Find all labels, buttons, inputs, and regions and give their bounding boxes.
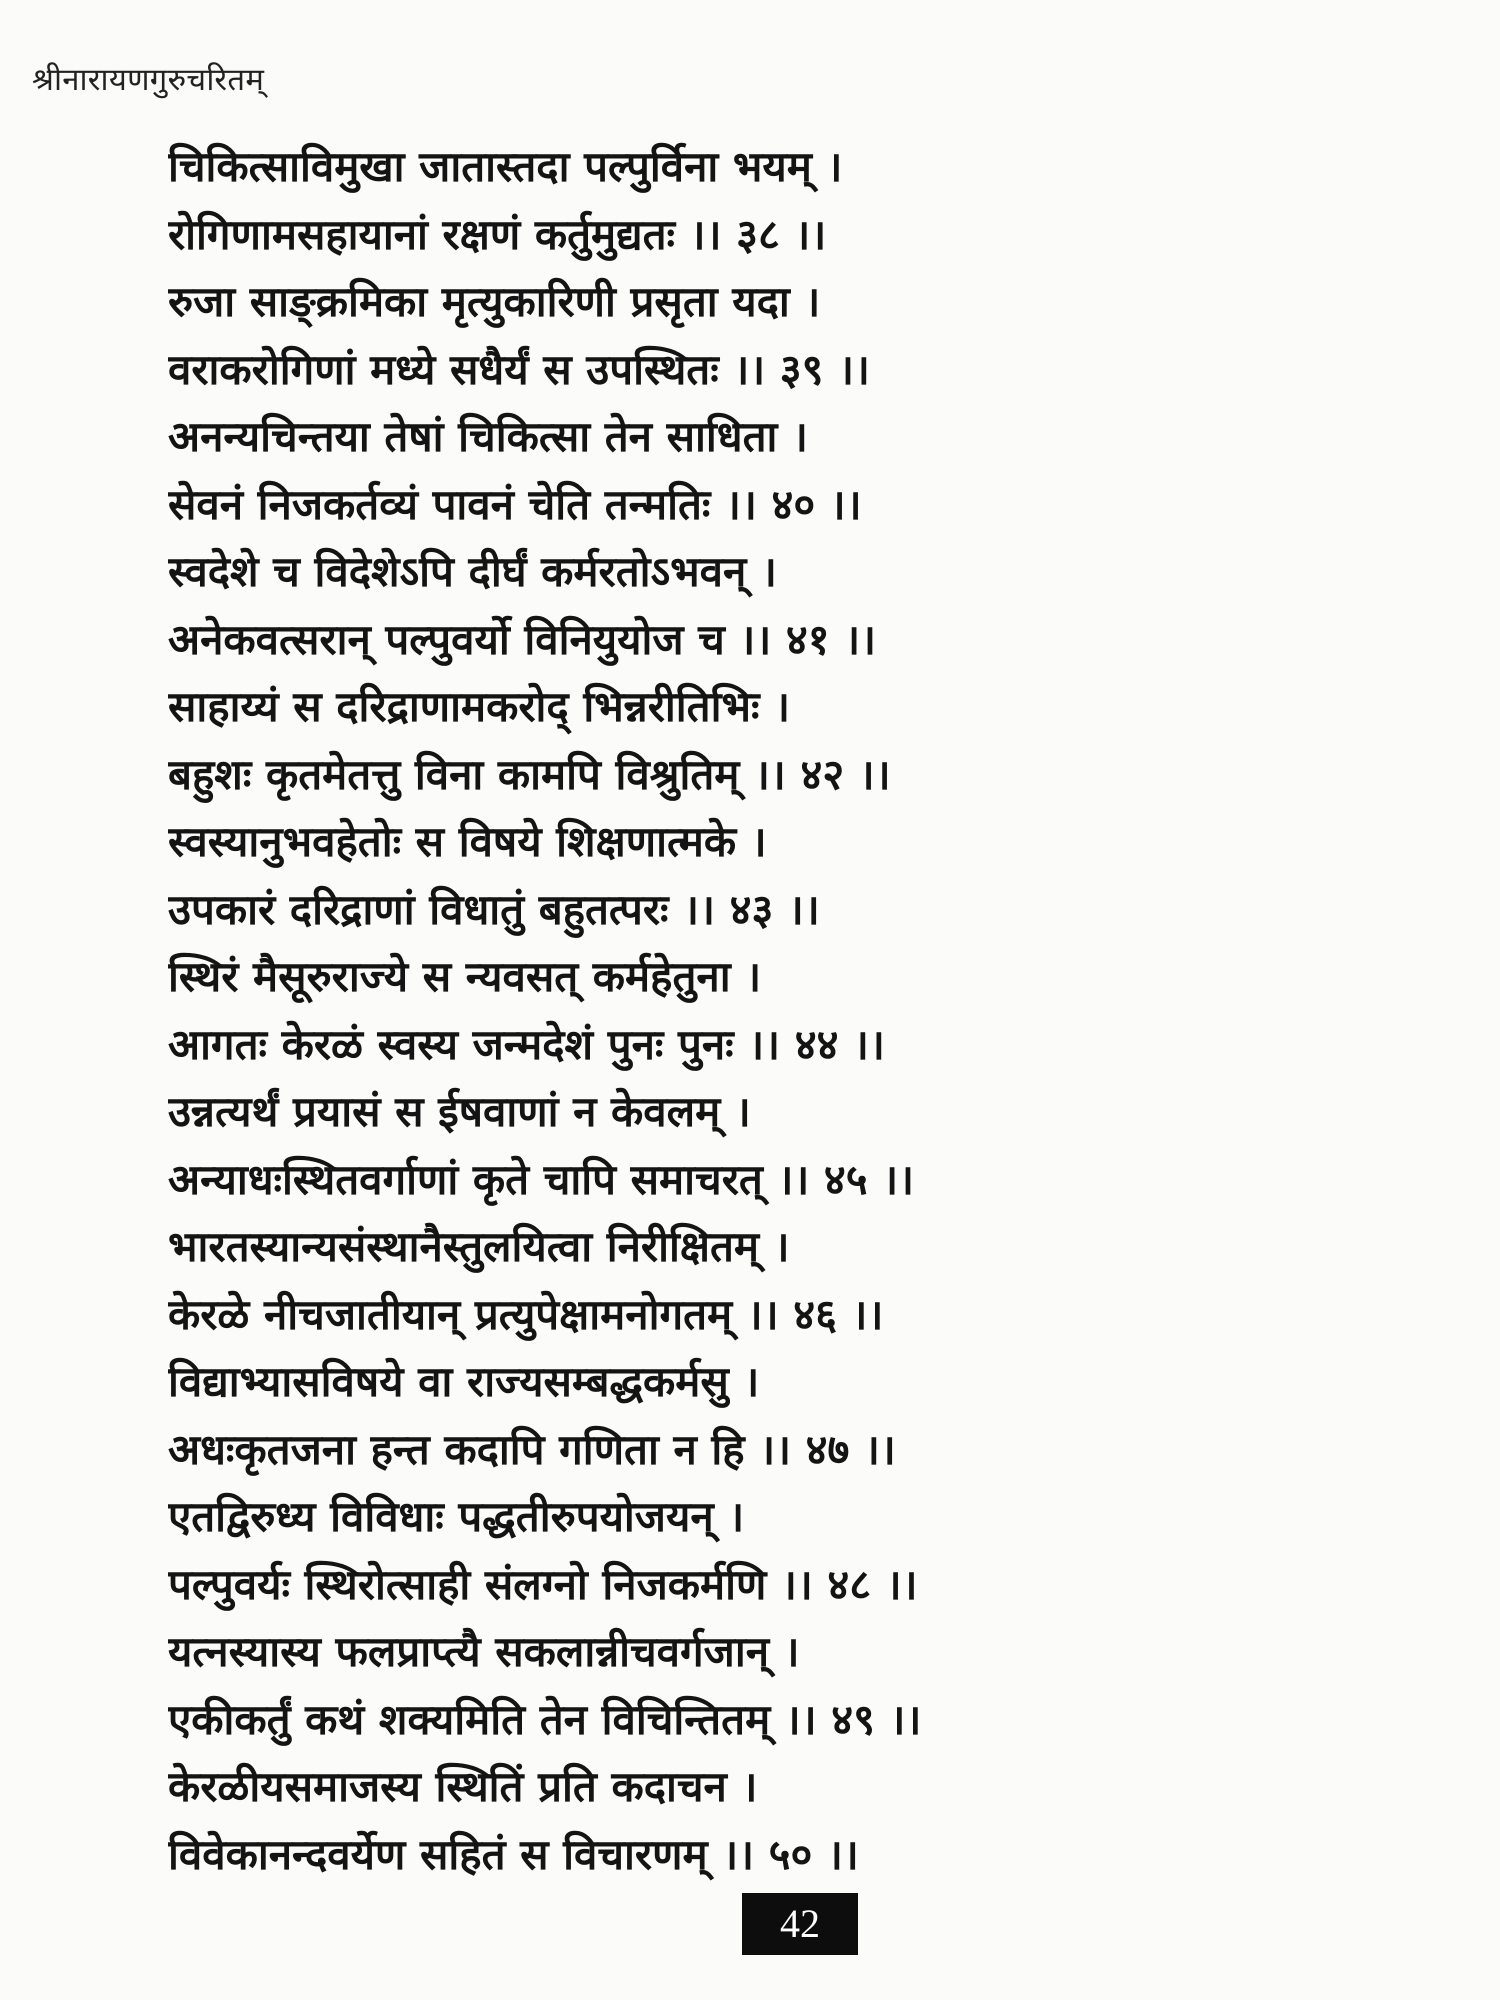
verse-line: चिकित्साविमुखा जातास्तदा पल्पुर्विना भयम् । xyxy=(168,142,843,191)
verse-line: साहाय्यं स दरिद्राणामकरोद् भिन्नरीतिभिः । xyxy=(168,682,791,731)
verse-line: विवेकानन्दवर्येण सहितं स विचारणम् ।। ५० ।। xyxy=(168,1829,859,1879)
verse-line: केरळे नीचजातीयान् प्रत्युपेक्षामनोगतम् ।। ४६ ।। xyxy=(168,1289,884,1339)
verse-line: उपकारं दरिद्राणां विधातुं बहुतत्परः ।। ४३ ।। xyxy=(168,884,820,934)
verse-line: अनेकवत्सरान् पल्पुवर्यो विनियुयोज च ।। ४१ ।। xyxy=(168,614,877,664)
verse-line: अन्याधःस्थितवर्गाणां कृते चापि समाचरत् ।। ४५ ।। xyxy=(168,1154,915,1204)
verse-line: वराकरोगिणां मध्ये सधैर्यं स उपस्थितः ।। ३९ ।। xyxy=(168,344,870,394)
verse-line: बहुशः कृतमेतत्तु विना कामपि विश्रुतिम् ।। ४२ ।। xyxy=(168,749,891,799)
running-title: श्रीनारायणगुरुचरितम् xyxy=(32,62,265,98)
verse-line: यत्नस्यास्य फलप्राप्त्यै सकलान्नीचवर्गजान् । xyxy=(168,1627,800,1676)
verse-line: उन्नत्यर्थं प्रयासं स ईषवाणां न केवलम् । xyxy=(168,1087,751,1136)
verse-block xyxy=(168,133,1468,1888)
verse-line: केरळीयसमाजस्य स्थितिं प्रति कदाचन । xyxy=(168,1762,758,1811)
verse-line: विद्याभ्यासविषये वा राज्यसम्बद्धकर्मसु । xyxy=(168,1357,760,1406)
verse-line: स्थिरं मैसूरुराज्ये स न्यवसत् कर्महेतुना । xyxy=(168,952,762,1001)
verse-line: सेवनं निजकर्तव्यं पावनं चेति तन्मतिः ।। ४० ।। xyxy=(168,479,862,529)
verse-line: अधःकृतजना हन्त कदापि गणिता न हि ।। ४७ ।। xyxy=(168,1424,896,1474)
verse-line: पल्पुवर्यः स्थिरोत्साही संलग्नो निजकर्मणि ।। ४८ ।। xyxy=(168,1559,918,1609)
verse-line: आगतः केरळं स्वस्य जन्मदेशं पुनः पुनः ।। ४४ ।। xyxy=(168,1019,885,1069)
verse-line: एकीकर्तुं कथं शक्यमिति तेन विचिन्तितम् ।। ४९ ।। xyxy=(168,1694,922,1744)
verse-line: स्वदेशे च विदेशेऽपि दीर्घं कर्मरतोऽभवन् । xyxy=(168,547,777,596)
verse-line: स्वस्यानुभवहेतोः स विषये शिक्षणात्मके । xyxy=(168,817,767,866)
verse-line: एतद्विरुध्य विविधाः पद्धतीरुपयोजयन् । xyxy=(168,1492,745,1541)
verse-line: अनन्यचिन्तया तेषां चिकित्सा तेन साधिता । xyxy=(168,412,808,461)
verse-line: रोगिणामसहायानां रक्षणं कर्तुमुद्यतः ।। ३८ ।। xyxy=(168,209,827,259)
verse-line: भारतस्यान्यसंस्थानैस्तुलयित्वा निरीक्षितम् । xyxy=(168,1222,790,1271)
verse-line: रुजा साङ्क्रमिका मृत्युकारिणी प्रसृता यदा । xyxy=(168,277,821,326)
page-number: 42 xyxy=(742,1893,858,1955)
